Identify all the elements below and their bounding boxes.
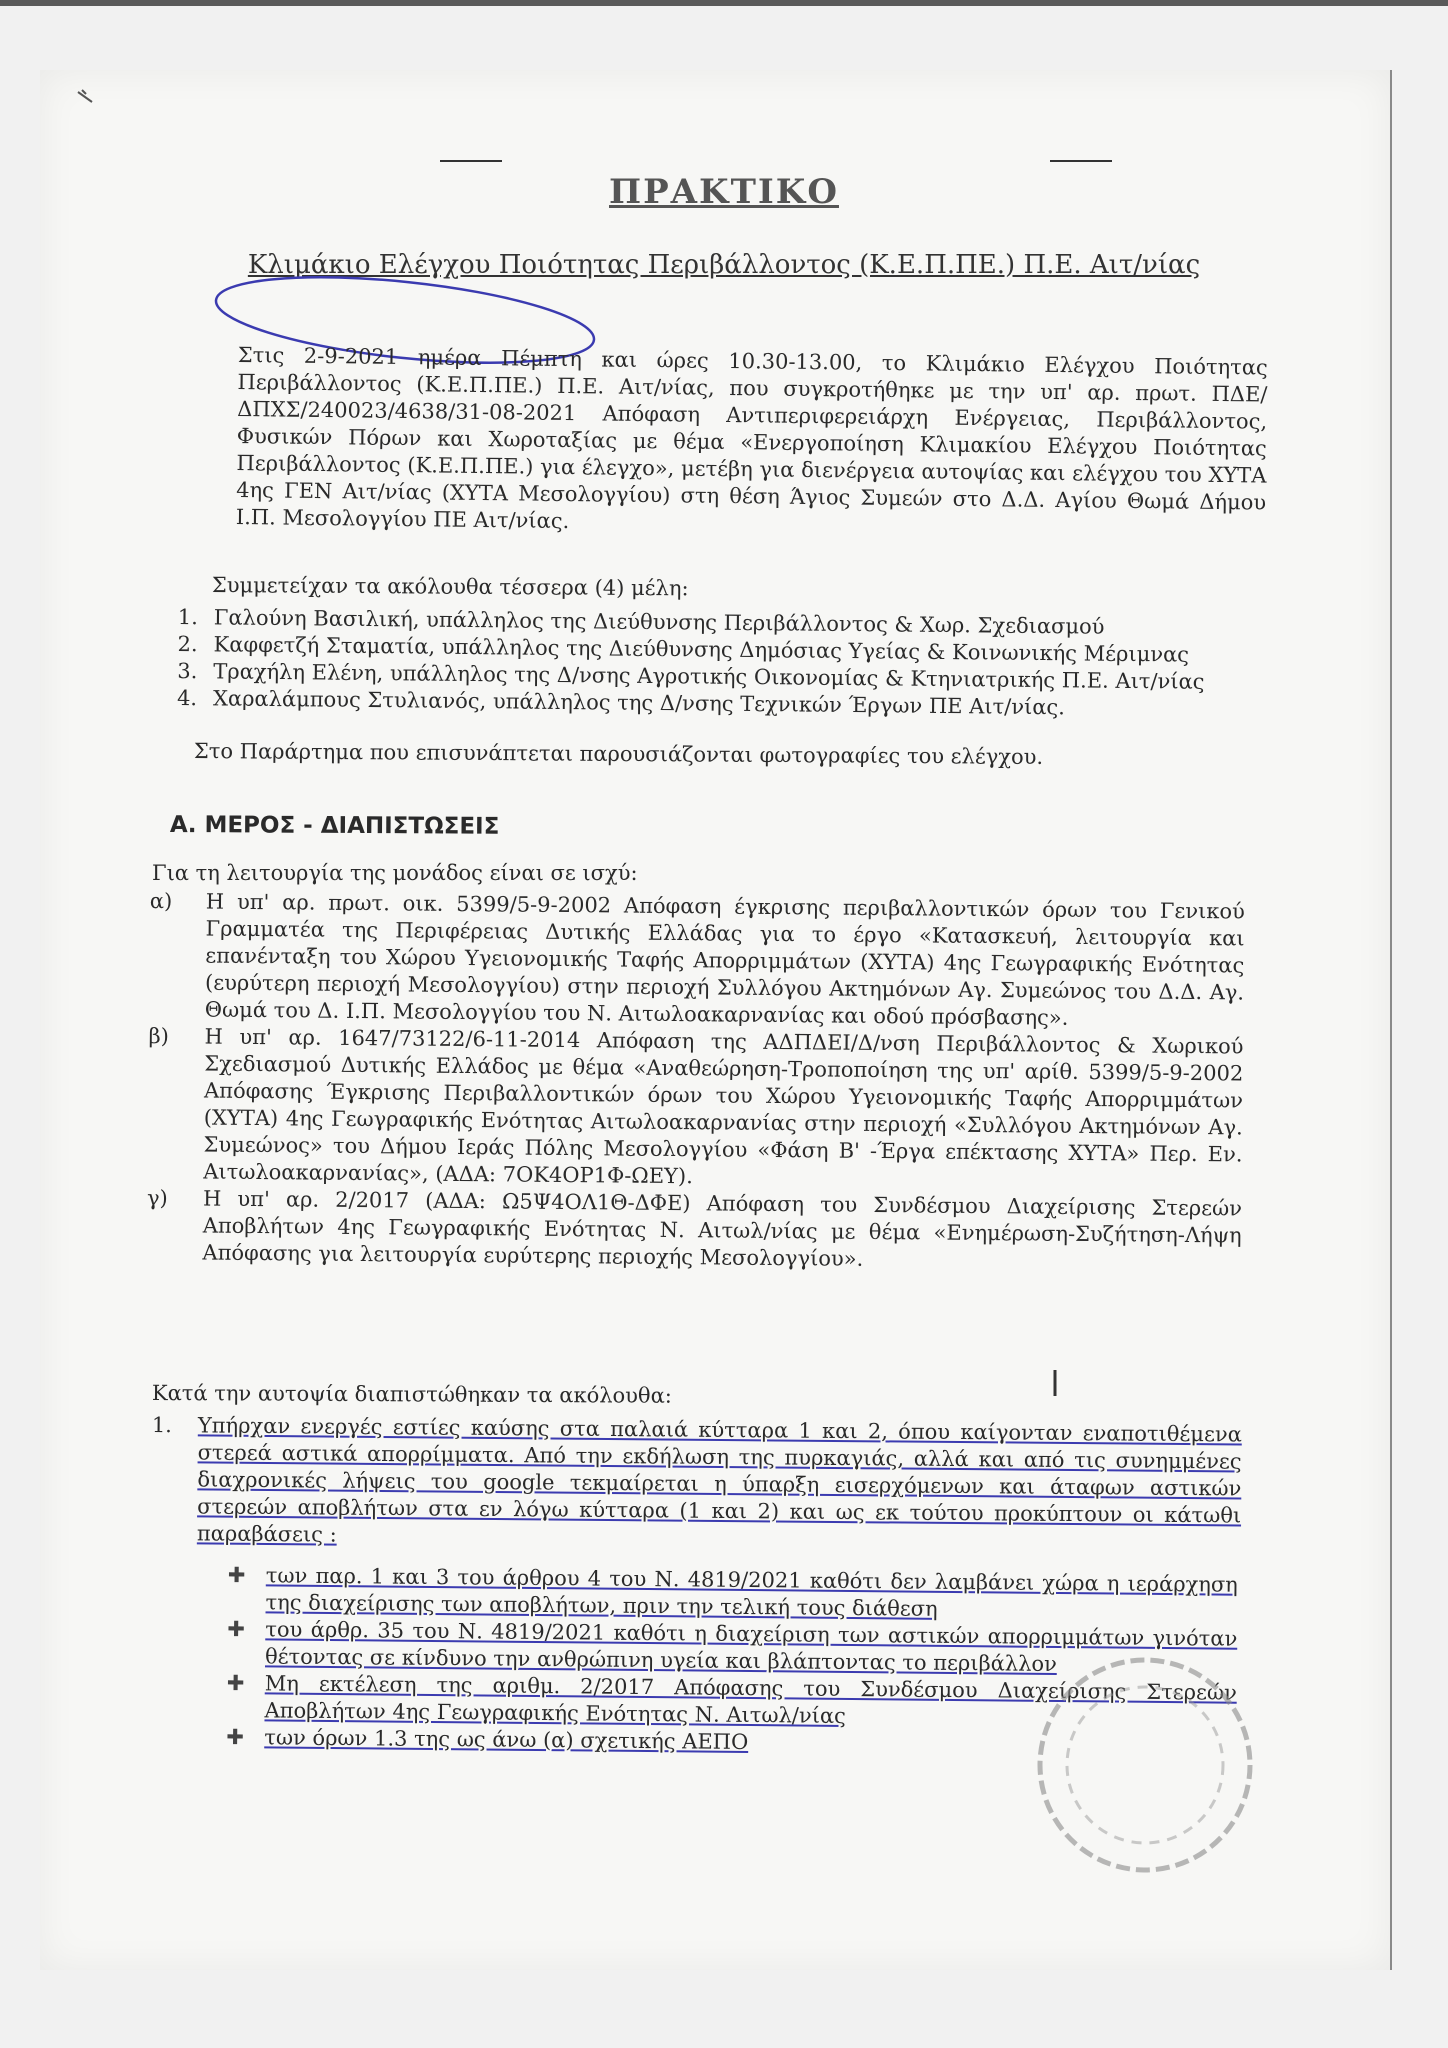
bullet-icon: ✚ <box>227 1616 246 1642</box>
in-force-intro: Για τη λειτουργία της μονάδος είναι σε ισχύ: <box>152 861 638 885</box>
official-stamp <box>1030 1650 1260 1880</box>
list-item: β) Η υπ' αρ. 1647/73122/6-11-2014 Απόφαση της ΑΔΠΔΕΙ/Δ/νση Περιβάλλοντος & Χωρικού Σχεδιασμού Δυτικής Ελλάδος με θέμα «Αναθεώρηση-Τροποποίηση της υπ' αρίθ. 5399/5-9-2002 Απόφασης Έγκρισης Περιβαλλοντικών όρων του Χώρου Υγειονομικής Ταφής Απορριμμάτων (ΧΥΤΑ) 4ης Γεωγραφικής Ενότητας Αιτωλοακαρνανίας στην περιοχή «Συλλόγου Ακτημόνων Αγ. Συμεώνος» του Δήμου Ιεράς Πόλης Μεσολογγίου «Φάση Β' -Έργα επέκτασης ΧΥΤΑ» Περ. Εν. Αιτωλοακαρνανίας», (ΑΔΑ: 7ΟΚ4ΟΡ1Φ-ΩΕΥ). <box>148 1023 1244 1189</box>
bullet-icon: ✚ <box>226 1724 245 1750</box>
pen-tick <box>1050 1370 1060 1400</box>
members-heading: Συμμετείχαν τα ακόλουθα τέσσερα (4) μέλη: <box>211 573 689 601</box>
list-item: 2. Καφφετζή Σταματία, υπάλληλος της Διεύθυνσης Δημόσιας Υγείας & Κοινωνικής Μέριμνας <box>177 631 1190 667</box>
pen-mark <box>60 80 120 130</box>
list-item: ✚ του άρθρ. 35 του Ν. 4819/2021 καθότι η διαχείριση των αστικών απορριμμάτων γινόταν θέτοντας σε κίνδυνο την ανθρώπινη υγεία και βλάπτοντας το περιβάλλον <box>227 1616 1238 1676</box>
header-dash-left <box>440 160 502 162</box>
document-title: ΠΡΑΚΤΙΚΟ <box>609 172 839 212</box>
list-item: ✚ των παρ. 1 και 3 του άρθρου 4 του Ν. 4819/2021 καθότι δεν λαμβάνει χώρα η ιεράρχηση της διαχείρισης των αποβλήτων, πριν την τελική τους διάθεση <box>227 1563 1238 1621</box>
list-item: 3. Τραχήλη Ελένη, υπάλληλος της Δ/νσης Αγροτικής Οικονομίας & Κτηνιατρικής Π.Ε. Αιτ/νίας <box>177 658 1205 694</box>
list-item: 4. Χαραλάμπους Στυλιανός, υπάλληλος της Δ/νσης Τεχνικών Έργων ΠΕ Αιτ/νίας. <box>176 685 1066 720</box>
annex-note: Στο Παράρτημα που επισυνάπτεται παρουσιάζονται φωτογραφίες του ελέγχου. <box>193 739 1044 769</box>
findings-list <box>151 1412 1242 1557</box>
list-item: 1. Υπήρχαν ενεργές εστίες καύσης στα παλαιά κύτταρα 1 και 2, όπου καίγονταν εναποτιθέμενα στερεά αστικά απορρίμματα. Από την εκδήλωση της πυρκαγιάς, αλλά και από τις συνημμένες διαχρονικές λήψεις του google τεκμαίρεται η ύπαρξη εισερχόμενων και άταφων αστικών στερεών αποβλήτων στα εν λόγω κύτταρα (1 και 2) και ως εκ τούτου προκύπτουν οι κάτωθι παραβάσεις : <box>151 1413 1242 1547</box>
header-dash-right <box>1050 160 1112 162</box>
intro-paragraph: Στις 2-9-2021 ημέρα Πέμπτη και ώρες 10.30-13.00, το Κλιμάκιο Ελέγχου Ποιότητας Περιβάλλοντος (Κ.Ε.Π.ΠΕ.) Π.Ε. Αιτ/νίας, που συγκροτήθηκε με την υπ' αρ. πρωτ. ΠΔΕ/ΔΠΧΣ/240023/4638/31-08-2021 Απόφαση Αντιπεριφερειάρχη Ενέργειας, Περιβάλλοντος, Φυσικών Πόρων και Χωροταξίας με θέμα «Ενεργοποίηση Κλιμακίου Ελέγχου Ποιότητας Περιβάλλοντος (Κ.Ε.Π.ΠΕ.) για έλεγχο», μετέβη για διενέργεια αυτοψίας και ελέγχου του ΧΥΤΑ 4ης ΓΕΝ Αιτ/νίας (ΧΥΤΑ Μεσολογγίου) στη θέση Άγιος Συμεών στο Δ.Δ. Αγίου Θωμά Δήμου Ι.Π. Μεσολογγίου ΠΕ Αιτ/νίας. <box>235 342 1268 534</box>
section-heading: Α. ΜΕΡΟΣ - ΔΙΑΠΙΣΤΩΣΕΙΣ <box>169 812 500 840</box>
bullet-icon: ✚ <box>226 1670 245 1696</box>
list-item: α) Η υπ' αρ. πρωτ. οικ. 5399/5-9-2002 Απόφαση έγκρισης περιβαλλοντικών όρων του Γενικού Γραμματέα της Περιφέρειας Δυτικής Ελλάδας για το έργο «Κατασκευή, λειτουργία και επανένταξη του Χώρου Υγειονομικής Ταφής Απορριμμάτων (ΧΥΤΑ) 4ης Γεωγραφικής Ενότητας (ευρύτερη περιοχή Μεσολογγίου) στην περιοχή Συλλόγου Ακτημόνων Αγ. Συμεώνος του Δ.Δ. Αγ. Θωμά του Δ. Ι.Π. Μεσολογγίου του Ν. Αιτωλοακαρνανίας και οδού πρόσβασης». <box>149 888 1245 1030</box>
list-item: ✚ των όρων 1.3 της ως άνω (α) σχετικής ΑΕΠΟ <box>226 1724 749 1755</box>
scan-edge <box>0 0 1448 6</box>
list-item: γ) Η υπ' αρ. 2/2017 (ΑΔΑ: Ω5Ψ4ΟΛ1Θ-ΔΦΕ) Απόφαση του Συνδέσμου Διαχείρισης Στερεών Αποβλήτων 4ης Γεωγραφικής Ενότητας Ν. Αιτωλ/νίας με θέμα «Ενημέρωση-Συζήτηση-Λήψη Απόφασης για λειτουργία ευρύτερης περιοχής Μεσολογγίου». <box>146 1185 1243 1271</box>
bullet-icon: ✚ <box>227 1563 246 1588</box>
list-item: ✚ Μη εκτέλεση της αριθμ. 2/2017 Απόφασης του Συνδέσμου Διαχείρισης Στερεών Αποβλήτων 4ης Γεωγραφικής Ενότητας Ν. Αιτωλ/νίας <box>226 1670 1237 1728</box>
decisions-list <box>146 888 1245 1276</box>
findings-heading: Κατά την αυτοψία διαπιστώθηκαν τα ακόλουθα: <box>151 1381 672 1408</box>
list-item: 1. Γαλούνη Βασιλική, υπάλληλος της Διεύθυνσης Περιβάλλοντος & Χωρ. Σχεδιασμού <box>177 604 1105 639</box>
document-subtitle: Κλιμάκιο Ελέγχου Ποιότητας Περιβάλλοντος (Κ.Ε.Π.ΠΕ.) Π.Ε. Αιτ/νίας <box>247 250 1201 280</box>
members-list <box>177 604 1238 723</box>
